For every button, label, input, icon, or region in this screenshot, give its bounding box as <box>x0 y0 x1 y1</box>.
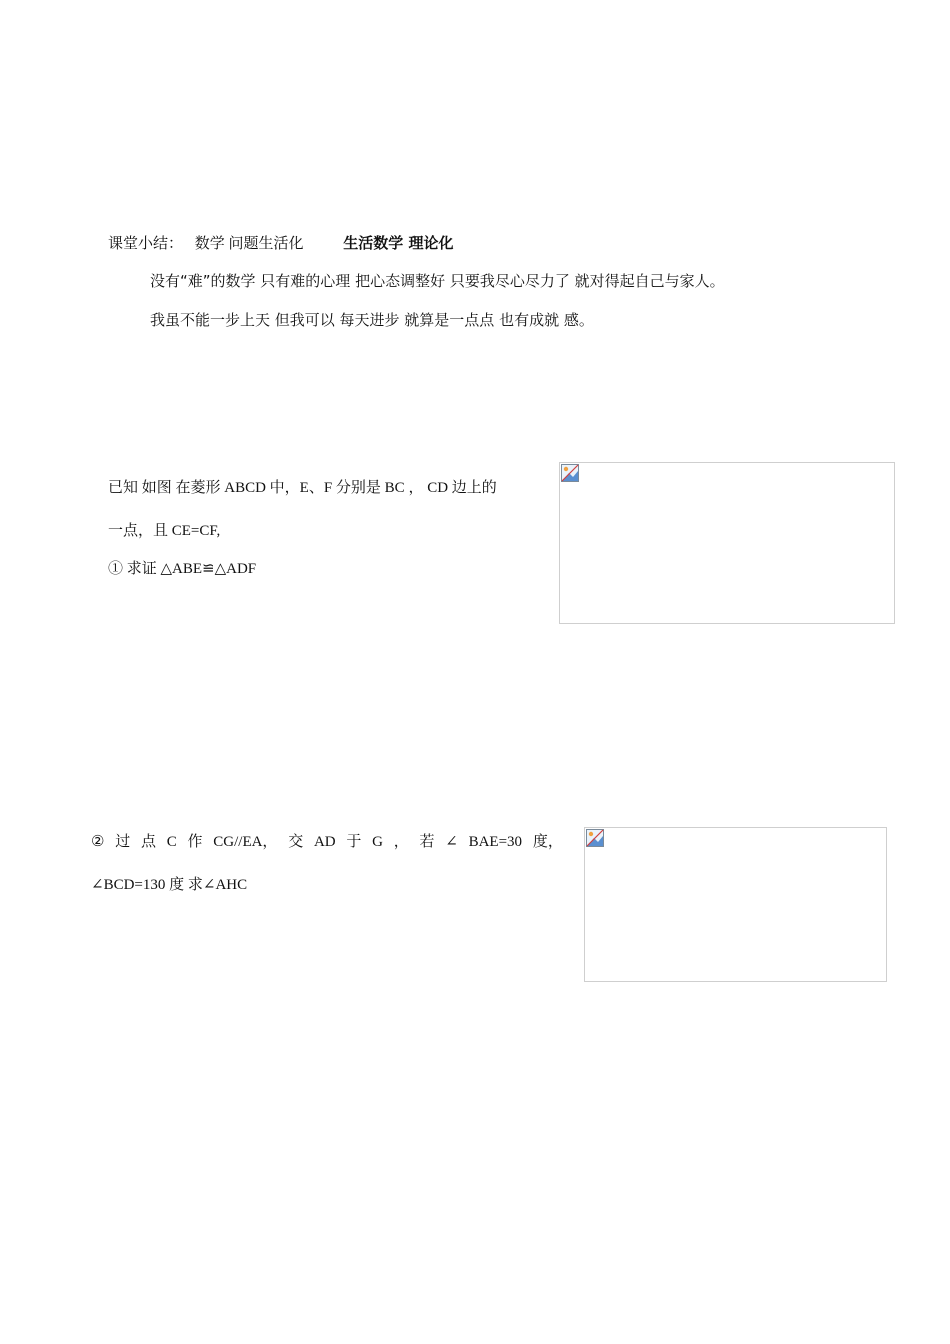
p2-token: 若 <box>419 834 435 850</box>
summary-line-heading <box>108 233 454 254</box>
problem1-line1: 已知 如图 在菱形 ABCD 中，E、F 分别是 BC ， CD 边上的 <box>108 480 497 496</box>
p2-token: CG//EA， <box>213 834 278 850</box>
p2-token: 交 <box>288 834 304 850</box>
summary-label: 课堂小结： <box>108 236 184 252</box>
p2-token: AD <box>313 834 336 850</box>
summary-part2: 生活数学 理论化 <box>343 234 454 252</box>
summary-line2: 我虽不能一步上天 但我可以 每天进步 就算是一点点 也有成就 感。 <box>150 311 594 329</box>
p2-token: G <box>372 834 383 850</box>
p2-token: ② <box>91 834 105 850</box>
p2-token: 作 <box>187 834 203 850</box>
problem1-figure <box>559 462 895 624</box>
p2-token: BAE=30 <box>468 834 523 850</box>
problem1-line2: 一点，且 CE=CF, <box>108 523 221 539</box>
broken-image-icon <box>585 828 605 848</box>
p2-token: C <box>166 834 177 850</box>
p2-token: ， <box>393 834 409 850</box>
problem2-figure <box>584 827 887 982</box>
problem2-line1 <box>91 832 563 852</box>
p2-token: 于 <box>346 834 362 850</box>
problem2-line2: ∠BCD=130 度 求∠AHC <box>91 877 248 893</box>
summary-line1: 没有“难”的数学 只有难的心理 把心态调整好 只要我尽心尽力了 就对得起自己与家人。 <box>150 272 725 290</box>
p2-token: 点 <box>140 834 156 850</box>
summary-part1: 数学 问题生活化 <box>194 236 304 252</box>
p2-token: 过 <box>115 834 131 850</box>
p2-token: ∠ <box>445 834 458 850</box>
p2-token: 度， <box>532 834 563 850</box>
problem1-line3: ① 求证 △ABE≌△ADF <box>108 561 257 577</box>
broken-image-icon <box>560 463 580 483</box>
